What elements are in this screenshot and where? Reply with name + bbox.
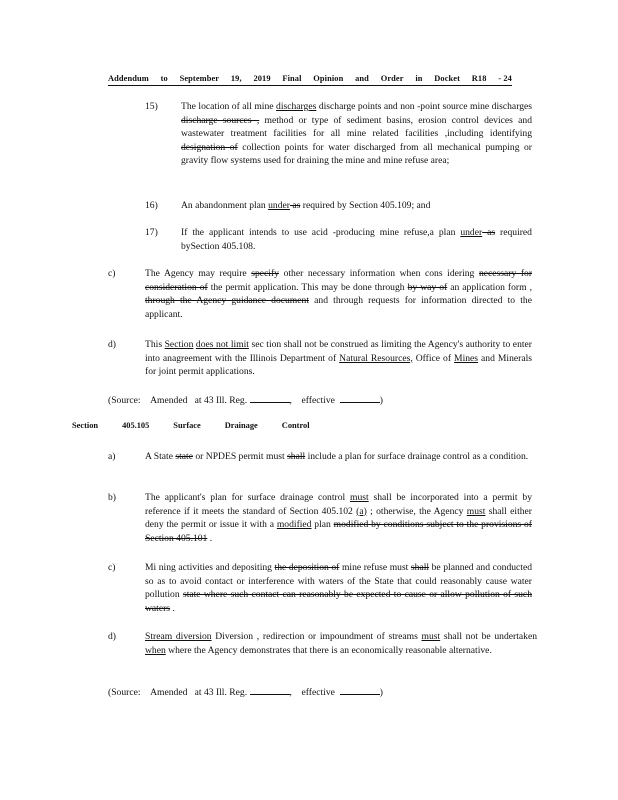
item-16-text: An abandonment plan under as required by Section 405.109; and (181, 200, 431, 211)
header-word: 2019 (253, 74, 271, 83)
item-17-text: If the applicant intends to use acid -producing mine refuse,a plan under as required bySection 405.108. (181, 227, 532, 252)
source-note: (Source: Amended at 43 Ill. Reg. , effective ) (108, 395, 383, 406)
item-b-text: The applicant's plan for surface drainage control must shall be incorporated into a permit by reference if it meets the standard of Section 405.102 (a) ; otherwise, the Agency must shall either deny the permit or issue it with a modified plan modified by conditions subject to the provisions of Section 405.101 . (145, 492, 532, 544)
item-number: d) (108, 631, 116, 642)
item-number: 17) (145, 227, 158, 238)
header-word: Final (282, 74, 302, 83)
item-number: a) (108, 451, 116, 462)
item-number: 15) (145, 101, 158, 112)
header-word: and (355, 74, 369, 83)
blank-line (250, 685, 290, 695)
item-c-text: The Agency may require specify other necessary information when cons idering necessary for consideration of the permit application. This may be done through by way of an application form , through the Agency guidance document and through requests for information directed to the applicant. (145, 268, 533, 320)
header-word: R18 (471, 74, 487, 83)
item-a-text: A State state or NPDES permit must shall include a plan for surface drainage control as a condition. (145, 451, 529, 462)
blank-line (340, 393, 380, 403)
item-number: 16) (145, 200, 158, 211)
header-word: Opinion (313, 74, 344, 83)
blank-line (250, 393, 290, 403)
blank-line (340, 685, 380, 695)
header-word: Addendum (108, 74, 149, 83)
header-word: Order (380, 74, 404, 83)
header-word: Docket (434, 74, 460, 83)
section-heading: Section 405.105 Surface Drainage Control (72, 421, 310, 430)
item-number: b) (108, 492, 116, 503)
header-word: in (415, 74, 423, 83)
header-word: - 24 (498, 74, 512, 83)
page-header (108, 74, 512, 86)
item-c2-text: Mi ning activities and depositing the deposition of mine refuse must shall be planned and conducted so as to avoid contact or interference with waters of the State that could reasonably cause water pollution state where such contact can reasonably be expected to cause or allow pollution of such waters . (145, 562, 533, 614)
item-number: d) (108, 339, 116, 350)
item-number: c) (108, 268, 116, 279)
item-d-text: This Section does not limit sec tion shall not be construed as limiting the Agency's authority to enter into anagreement with the Illinois Department of Natural Resources, Office of Mines and Minerals for joint permit applications. (145, 339, 532, 378)
source-note: (Source: Amended at 43 Ill. Reg. , effective ) (108, 687, 383, 698)
item-15-text: The location of all mine discharges discharge points and non -point source mine discharges discharge sources , method or type of sediment basins, erosion control devices and wastewater treatment facilities for all mine related facilities ,including identifying designation of collection points for water discharged from all mechanical pumping or gravity flow systems used for draining the mine and mine refuse area; (181, 101, 532, 167)
header-word: 19, (230, 74, 242, 83)
header-word: September (179, 74, 220, 83)
item-d2-text: Stream diversion Diversion , redirection or impoundment of streams must shall not be undertaken when where the Agency demonstrates that there is an economically reasonable alternative. (145, 631, 537, 656)
item-number: c) (108, 562, 116, 573)
header-word: to (160, 74, 168, 83)
